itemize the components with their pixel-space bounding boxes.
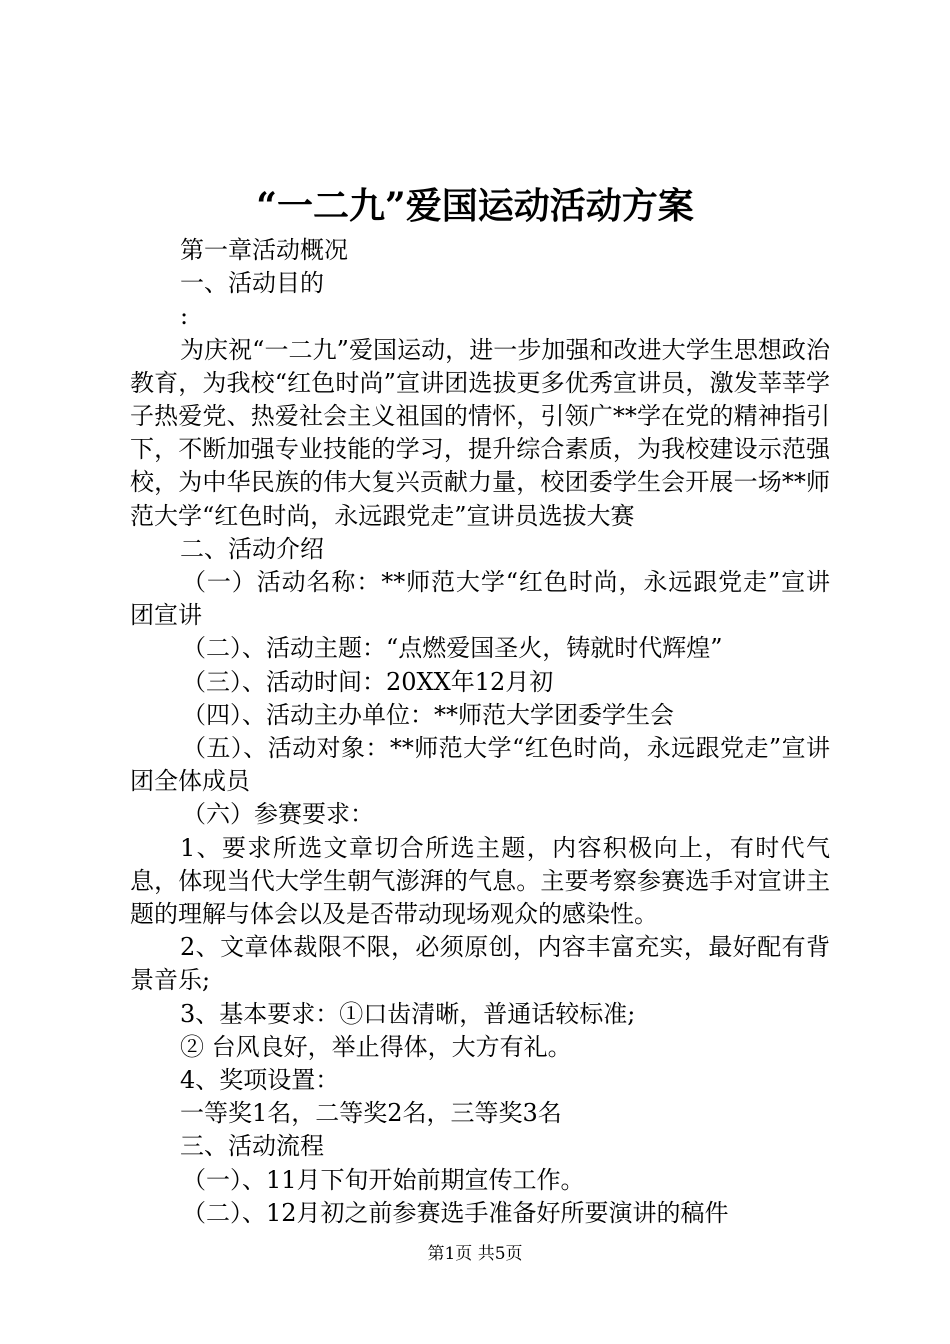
intro-item-organizer: （四）、活动主办单位：**师范大学团委学生会 bbox=[182, 700, 674, 729]
requirement-4: 4、奖项设置： bbox=[180, 1066, 340, 1095]
requirement-2: 2、文章体裁限不限，必须原创，内容丰富充实，最好配有背景音乐; bbox=[130, 933, 830, 995]
requirement-3b: ② 台风良好，举止得体，大方有礼。 bbox=[180, 1032, 572, 1061]
document-body bbox=[130, 234, 830, 1230]
requirement-1: 1、要求所选文章切合所选主题，内容积极向上，有时代气息，体现当代大学生朝气澎湃的气息。主要考察参赛选手对宣讲主题的理解与体会以及是否带动现场观众的感染性。 bbox=[130, 833, 830, 929]
flow-item-2: （二）、12月初之前参赛选手准备好所要演讲的稿件 bbox=[182, 1198, 729, 1227]
colon-line: : bbox=[180, 302, 189, 331]
requirement-3: 3、基本要求：①口齿清晰，普通话较标准; bbox=[180, 999, 636, 1028]
section-heading-intro: 二、活动介绍 bbox=[180, 534, 324, 563]
intro-item-time: （三）、活动时间：20XX年12月初 bbox=[182, 667, 554, 696]
intro-item-name: （一）活动名称：**师范大学“红色时尚，永远跟党走”宣讲团宣讲 bbox=[130, 568, 830, 630]
purpose-paragraph: 为庆祝“一二九”爱国运动，进一步加强和改进大学生思想政治教育，为我校“红色时尚”宣讲团选拔更多优秀宣讲员，激发莘莘学子热爱党、热爱社会主义祖国的情怀，引领广**学在党的精神指引下，不断加强专业技能的学习，提升综合素质，为我校建设示范强校，为中华民族的伟大复兴贡献力量，校团委学生会开展一场**师范大学“红色时尚，永远跟党走”宣讲员选拔大赛 bbox=[130, 335, 830, 530]
document-title: “一二九”爱国运动活动方案 bbox=[256, 185, 694, 227]
awards-line: 一等奖1名，二等奖2名，三等奖3名 bbox=[180, 1099, 562, 1128]
page-footer: 第1页 共5页 bbox=[427, 1244, 523, 1264]
flow-item-1: （一）、11月下旬开始前期宣传工作。 bbox=[182, 1165, 585, 1194]
intro-item-requirements: （六）参赛要求： bbox=[182, 800, 374, 829]
section-heading-flow: 三、活动流程 bbox=[180, 1132, 324, 1161]
intro-item-audience: （五）、活动对象：**师范大学“红色时尚，永远跟党走”宣讲团全体成员 bbox=[130, 734, 830, 796]
intro-item-theme: （二）、活动主题：“点燃爱国圣火，铸就时代辉煌” bbox=[182, 634, 723, 663]
chapter-heading: 第一章活动概况 bbox=[180, 236, 348, 264]
section-heading-purpose: 一、活动目的 bbox=[180, 269, 324, 298]
